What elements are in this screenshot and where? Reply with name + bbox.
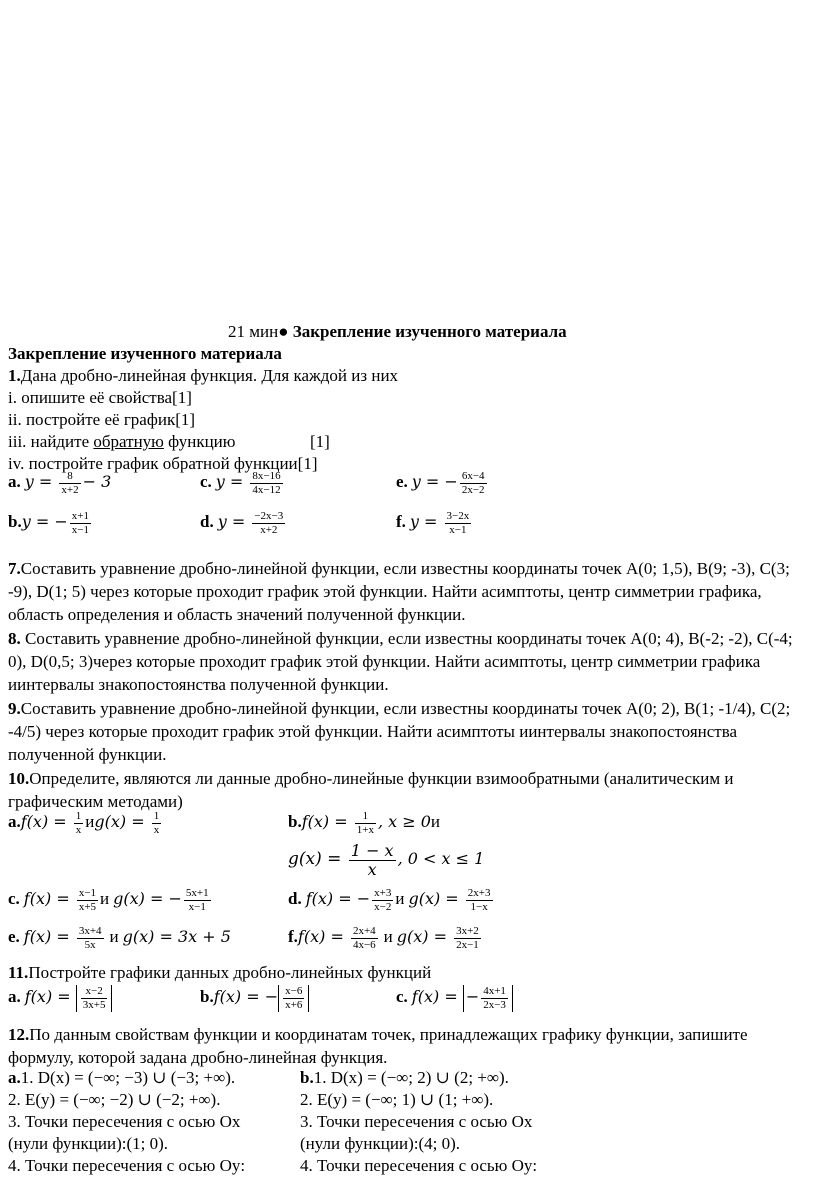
task-number: 11. <box>8 963 29 982</box>
formula-lhs: y = <box>409 512 443 532</box>
task8 <box>8 627 808 696</box>
property-line <box>300 1111 537 1133</box>
absolute-value <box>463 985 513 1012</box>
item-tag: a. <box>8 472 21 492</box>
task10-e <box>8 925 231 952</box>
property-text: (нули функции):(1; 0). <box>8 1134 169 1153</box>
task1-step-4: iv. постройте график обратной функции[1] <box>8 454 318 473</box>
page-heading <box>228 321 567 343</box>
task-text: Составить уравнение дробно-линейной функции, если известны координаты точек A(0; 2), B(1; -1/4), C(2; -4/5) через которые проходит график этой функции. Найти асимптоты иинтервалы знакопостоянства полученной функции. <box>8 699 791 764</box>
conjunction: и <box>109 927 119 947</box>
denominator: x <box>367 860 377 879</box>
task-number: 8. <box>8 629 21 648</box>
task1-intro <box>8 365 398 387</box>
task1-step-3 <box>8 431 235 453</box>
task10-b-g <box>288 842 484 879</box>
item-tag: e. <box>396 472 408 492</box>
property-text: 1. D(x) = (−∞; 2) ∪ (2; +∞). <box>313 1068 509 1087</box>
denominator: x+2 <box>61 484 79 496</box>
denominator: x−1 <box>71 524 89 536</box>
underlined-word: обратную <box>93 432 164 451</box>
property-text: 4. Точки пересечения с осью Oy: <box>300 1156 538 1175</box>
formula-lhs: f(x) = <box>411 987 463 1007</box>
step-text: функцию <box>163 432 236 451</box>
denominator: x−1 <box>188 901 206 913</box>
property-line <box>300 1067 537 1089</box>
task-number: 12. <box>8 1025 30 1044</box>
task1-step-2: ii. постройте её график[1] <box>8 410 196 429</box>
formula-rhs: g(x) = 3x + 5 <box>122 927 231 947</box>
denominator: 4x−12 <box>252 484 281 496</box>
function-f <box>396 510 473 537</box>
formula-lhs: f(x) = <box>24 987 76 1007</box>
task10 <box>8 767 808 813</box>
minus-sign: − <box>465 987 480 1007</box>
numerator: 4x+1 <box>483 985 506 997</box>
absolute-value <box>278 985 309 1012</box>
numerator: 2x+4 <box>352 925 376 937</box>
formula-lhs: g(x) = − <box>113 889 182 909</box>
denominator: x+2 <box>260 524 278 536</box>
task-number: 1. <box>8 366 21 385</box>
denominator: x+5 <box>78 901 97 913</box>
function-a <box>8 470 111 497</box>
formula-lhs: y = − <box>21 512 68 532</box>
conjunction: и <box>430 812 441 832</box>
denominator: 2x−3 <box>483 999 506 1011</box>
conjunction: и <box>395 889 405 909</box>
function-c <box>200 470 285 497</box>
task9 <box>8 697 808 766</box>
item-tag: e. <box>8 927 20 947</box>
property-text: 1. D(x) = (−∞; −3) ∪ (−3; +∞). <box>20 1068 236 1087</box>
property-text: 3. Точки пересечения с осью Ox <box>8 1112 241 1131</box>
numerator: 8x−16 <box>252 470 281 482</box>
task12 <box>8 1023 808 1069</box>
task1-step-3-score: [1] <box>310 432 330 451</box>
property-line <box>8 1111 245 1133</box>
numerator: x+3 <box>374 887 392 899</box>
property-line <box>300 1133 537 1155</box>
item-tag: c. <box>8 889 20 909</box>
denominator: x−2 <box>374 901 392 913</box>
function-b <box>8 510 93 537</box>
item-tag: c. <box>200 472 212 492</box>
numerator: 3−2x <box>446 510 470 522</box>
numerator: 1 <box>153 810 160 822</box>
denominator: 1+x <box>356 824 374 836</box>
property-line <box>8 1133 245 1155</box>
numerator: x−6 <box>285 985 303 997</box>
denominator: 2x−2 <box>461 484 485 496</box>
formula-lhs: g(x) = <box>408 889 464 909</box>
numerator: x−2 <box>81 985 108 999</box>
denominator: 4x−6 <box>352 939 376 951</box>
formula-lhs: y = <box>217 512 251 532</box>
absolute-value <box>76 985 113 1012</box>
function-e <box>396 470 489 497</box>
item-tag: d. <box>288 889 302 909</box>
denominator: x+6 <box>285 999 303 1011</box>
task12-right-column <box>300 1067 537 1177</box>
task7 <box>8 557 808 626</box>
function-d <box>200 510 287 537</box>
task10-b <box>288 810 440 837</box>
formula-lhs: g(x) = <box>288 849 347 870</box>
task-number: 7. <box>8 559 21 578</box>
property-text: 2. E(y) = (−∞; −2) ∪ (−2; +∞). <box>8 1090 221 1109</box>
property-line <box>300 1155 537 1177</box>
formula-lhs: f(x) = <box>20 812 72 832</box>
property-line <box>8 1067 245 1089</box>
heading-title: Закрепление изученного материала <box>292 322 567 341</box>
numerator: 3x+4 <box>78 925 102 937</box>
formula-rhs: − 3 <box>82 472 112 492</box>
property-text: 3. Точки пересечения с осью Ox <box>300 1112 533 1131</box>
property-line <box>8 1089 245 1111</box>
task11-c <box>396 985 513 1012</box>
task10-a <box>8 810 163 837</box>
task-text: Составить уравнение дробно-линейной функции, если известны координаты точек A(0; 4), B(-2; -2), C(-4; 0), D(0,5; 3)через которые проходит график этой функции. Найти асимптоты, центр симметрии графика иинтервалы знакопостоянства полученной функции. <box>8 629 793 694</box>
denominator: 2x−1 <box>456 939 479 951</box>
conjunction: и <box>85 812 95 832</box>
bullet-icon: ● <box>278 322 289 341</box>
step-text: iii. найдите <box>8 432 94 451</box>
task-number: 9. <box>8 699 21 718</box>
task10-c <box>8 887 213 914</box>
formula-lhs: y = − <box>411 472 458 492</box>
numerator: 1 <box>355 810 376 824</box>
formula-lhs: g(x) = <box>396 927 453 947</box>
denominator: x−1 <box>449 524 467 536</box>
item-tag: a. <box>8 812 21 832</box>
numerator: x−1 <box>78 887 97 899</box>
item-tag: f. <box>288 927 298 947</box>
numerator: 6x−4 <box>461 470 485 482</box>
task-text: Постройте графики данных дробно-линейных функций <box>28 963 432 982</box>
property-text: (нули функции):(4; 0). <box>300 1134 461 1153</box>
formula-lhs: f(x) = <box>301 812 353 832</box>
task-number: 10. <box>8 769 30 788</box>
task-text: По данным свойствам функции и координатам точек, принадлежащих графику функции, запишите формулу, которой задана дробно-линейная функция. <box>8 1025 748 1067</box>
property-text: 4. Точки пересечения с осью Oy: <box>8 1156 246 1175</box>
domain-condition: , 0 < x ≤ 1 <box>397 849 485 869</box>
conjunction: и <box>383 927 393 947</box>
denominator: x <box>75 824 82 836</box>
property-line <box>300 1089 537 1111</box>
numerator: 1 <box>75 810 82 822</box>
numerator: 8 <box>59 470 80 484</box>
task-text: Составить уравнение дробно-линейной функции, если известны координаты точек A(0; 1,5), B(9; -3), C(3; -9), D(1; 5) через которые проходит график этой функции. Найти асимптоты, центр симметрии графика, область определения и область значений полученной функции. <box>8 559 790 624</box>
item-tag: a. <box>8 1068 21 1087</box>
numerator: 2x+3 <box>467 887 491 899</box>
task10-d <box>288 887 495 914</box>
task11-b <box>200 985 309 1012</box>
formula-lhs: f(x) = <box>23 889 75 909</box>
formula-lhs: f(x) = − <box>213 987 279 1007</box>
item-tag: b. <box>300 1068 314 1087</box>
formula-lhs: y = <box>24 472 58 492</box>
task11-intro <box>8 962 431 984</box>
property-line <box>8 1155 245 1177</box>
numerator: x+1 <box>71 510 89 522</box>
duration-label: 21 мин <box>228 322 279 341</box>
item-tag: b. <box>200 987 214 1007</box>
denominator: 1−x <box>470 901 488 913</box>
numerator: −2x−3 <box>254 510 284 522</box>
item-tag: f. <box>396 512 406 532</box>
item-tag: d. <box>200 512 214 532</box>
task-text: Дана дробно-линейная функция. Для каждой из них <box>20 366 399 385</box>
denominator: 3x+5 <box>82 999 106 1011</box>
task12-left-column <box>8 1067 245 1177</box>
item-tag: c. <box>396 987 408 1007</box>
numerator: 1 − x <box>350 841 394 860</box>
task1-step-1: i. опишите её свойства[1] <box>8 388 192 407</box>
property-text: 2. E(y) = (−∞; 1) ∪ (1; +∞). <box>300 1090 494 1109</box>
numerator: 3x+2 <box>456 925 479 937</box>
numerator: 5x+1 <box>185 887 209 899</box>
conjunction: и <box>100 889 110 909</box>
denominator: x <box>153 824 160 836</box>
formula-lhs: f(x) = <box>23 927 75 947</box>
formula-lhs: g(x) = <box>94 812 150 832</box>
item-tag: a. <box>8 987 21 1007</box>
formula-lhs: f(x) = − <box>305 889 371 909</box>
domain-condition: , x ≥ 0 <box>377 812 431 832</box>
task-text: Определите, являются ли данные дробно-линейные функции взимообратными (аналитическим и графическим методами) <box>8 769 734 811</box>
item-tag: b. <box>8 512 22 532</box>
section-title: Закрепление изученного материала <box>8 344 282 363</box>
task11-a <box>8 985 112 1012</box>
task10-f <box>288 925 483 952</box>
formula-lhs: y = <box>215 472 249 492</box>
formula-lhs: f(x) = <box>297 927 349 947</box>
item-tag: b. <box>288 812 302 832</box>
denominator: 5x <box>84 939 96 951</box>
